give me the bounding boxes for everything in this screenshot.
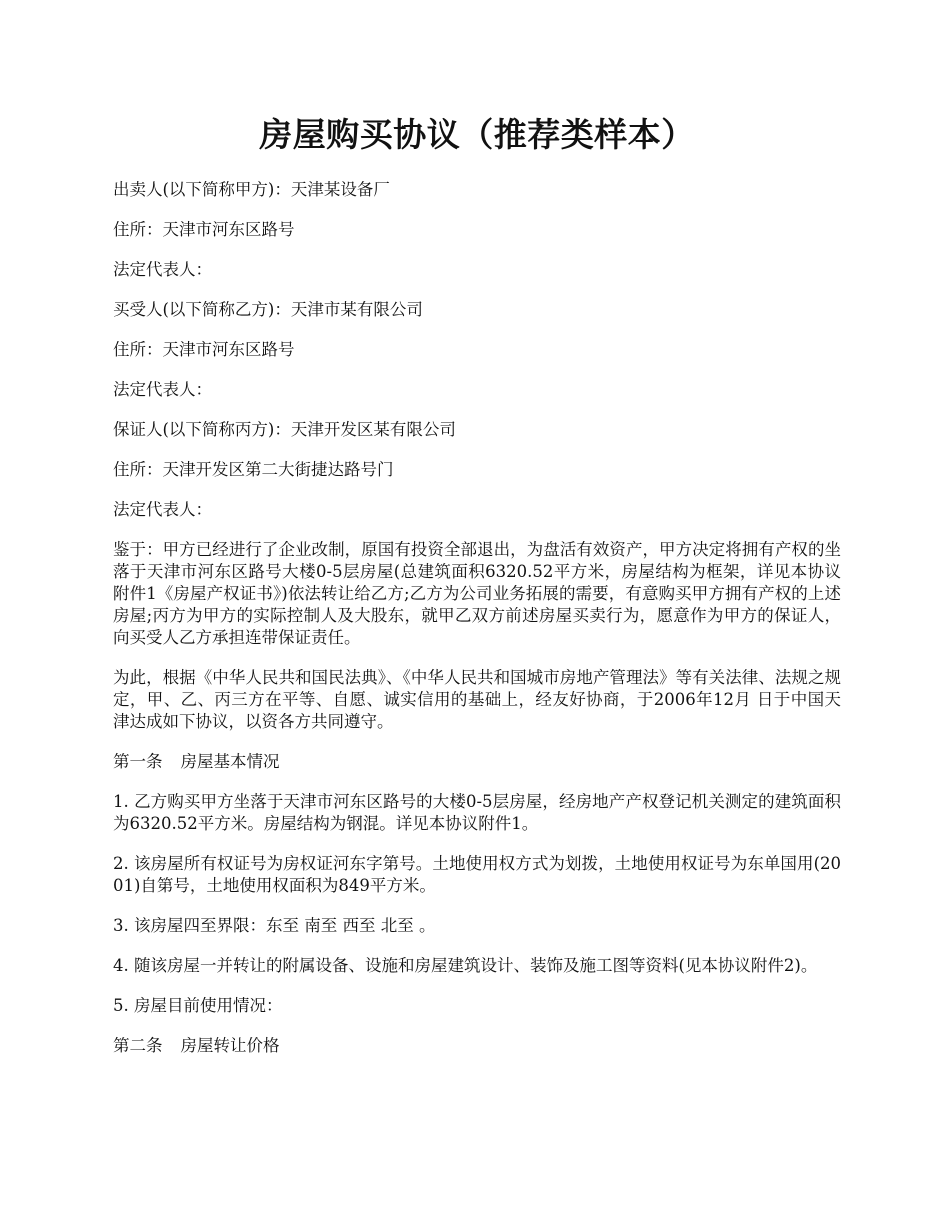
buyer-address: 住所：天津市河东区路号	[113, 340, 295, 359]
article-1-title: 房屋基本情况	[180, 752, 280, 771]
buyer-representative: 法定代表人：	[113, 380, 212, 399]
article-1-item-1: 1. 乙方购买甲方坐落于天津市河东区路号的大楼0-5层房屋，经房地产产权登记机关测定的建筑面积为6320.52平方米。房屋结构为钢混。详见本协议附件1。	[113, 792, 841, 833]
seller-address: 住所：天津市河东区路号	[113, 220, 295, 239]
basis-paragraph: 为此，根据《中华人民共和国民法典》、《中华人民共和国城市房地产管理法》等有关法律、法规之规定，甲、乙、丙三方在平等、自愿、诚实信用的基础上，经友好协商，于2006年12月 日于中国天津达成如下协议，以资各方共同遵守。	[113, 668, 841, 731]
guarantor-address: 住所：天津开发区第二大街捷达路号门	[113, 460, 394, 479]
seller-name: 出卖人(以下简称甲方)：天津某设备厂	[113, 180, 390, 199]
article-1-number: 第一条	[113, 752, 163, 771]
document-title: 房屋购买协议（推荐类样本）	[259, 115, 695, 154]
article-1-item-4: 4. 随该房屋一并转让的附属设备、设施和房屋建筑设计、装饰及施工图等资料(见本协议附件2)。	[113, 956, 818, 975]
guarantor-representative: 法定代表人：	[113, 500, 212, 519]
recital-paragraph: 鉴于：甲方已经进行了企业改制，原国有投资全部退出，为盘活有效资产，甲方决定将拥有产权的坐落于天津市河东区路号大楼0-5层房屋(总建筑面积6320.52平方米，房屋结构为框架，详见本协议附件1《房屋产权证书》)依法转让给乙方;乙方为公司业务拓展的需要，有意购买甲方拥有产权的上述房屋;丙方为甲方的实际控制人及大股东，就甲乙双方前述房屋买卖行为，愿意作为甲方的保证人，向买受人乙方承担连带保证责任。	[113, 540, 841, 647]
article-1-item-2: 2. 该房屋所有权证号为房权证河东字第号。土地使用权方式为划拨，土地使用权证号为东单国用(2001)自第号，土地使用权面积为849平方米。	[113, 854, 841, 895]
seller-representative: 法定代表人：	[113, 260, 212, 279]
guarantor-name: 保证人(以下简称丙方)：天津开发区某有限公司	[113, 420, 456, 439]
buyer-name: 买受人(以下简称乙方)：天津市某有限公司	[113, 300, 423, 319]
article-2-number: 第二条	[113, 1036, 163, 1055]
article-1-heading	[113, 751, 841, 773]
article-2-title: 房屋转让价格	[180, 1036, 280, 1055]
article-1-item-3: 3. 该房屋四至界限：东至 南至 西至 北至 。	[113, 916, 436, 935]
article-1-item-5: 5. 房屋目前使用情况：	[113, 996, 283, 1015]
article-2-heading	[113, 1035, 841, 1057]
document-body	[113, 108, 841, 1075]
